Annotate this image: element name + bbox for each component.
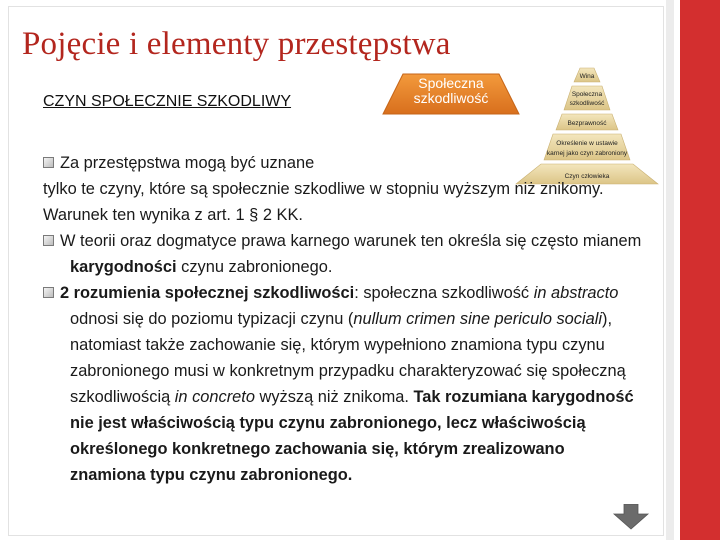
side-stripe-red (680, 0, 720, 540)
pyramid-label-4b: karnej jako czyn zabroniony (546, 150, 628, 157)
side-stripe-gray (666, 0, 674, 540)
arrow-down-icon[interactable] (612, 504, 650, 530)
pyramid-label-3: Bezprawność (567, 120, 607, 127)
paragraph-2: W teorii oraz dogmatyce prawa karnego warunek ten określa się często mianem karygodności czynu zabronionego. (43, 228, 643, 280)
checkbox-bullet-icon (43, 157, 54, 168)
slide-title: Pojęcie i elementy przestępstwa (22, 26, 451, 62)
paragraph-1: Za przestępstwa mogą być uznane tylko te czyny, które są społecznie szkodliwe w stopniu wyższym niż znikomy. Warunek ten wynika z art. 1 § 2 KK. (43, 154, 604, 224)
pyramid-label-1: Wina (579, 73, 595, 80)
pyramid-label-5: Czyn człowieka (564, 173, 610, 180)
checkbox-bullet-icon (43, 235, 54, 246)
paragraph-3: 2 rozumienia społecznej szkodliwości: społeczna szkodliwość in abstracto odnosi się do poziomu typizacji czynu (nullum crimen sine periculo sociali), natomiast także zachowanie się, którym wypełniono znamiona typu czynu zabronionego musi w konkretnym przypadku charakteryzować się społeczną szkodliwością in concreto wyższą niż znikoma. Tak rozumiana karygodność nie jest właściwością typu czynu zabronionego, lecz właściwością określonego konkretnego zachowania się, którym zrealizowano znamiona typu czynu zabronionego. (43, 280, 643, 488)
badge-label: Społeczna szkodliwość (413, 75, 489, 106)
pyramid-label-2b: szkodliwość (569, 100, 605, 107)
pyramid-label-2a: Społeczna (571, 91, 603, 98)
checkbox-bullet-icon (43, 287, 54, 298)
slide-subtitle: CZYN SPOŁECZNIE SZKODLIWY (43, 93, 292, 110)
pyramid-label-4a: Określenie w ustawie (556, 140, 618, 147)
slide-body (43, 150, 643, 488)
